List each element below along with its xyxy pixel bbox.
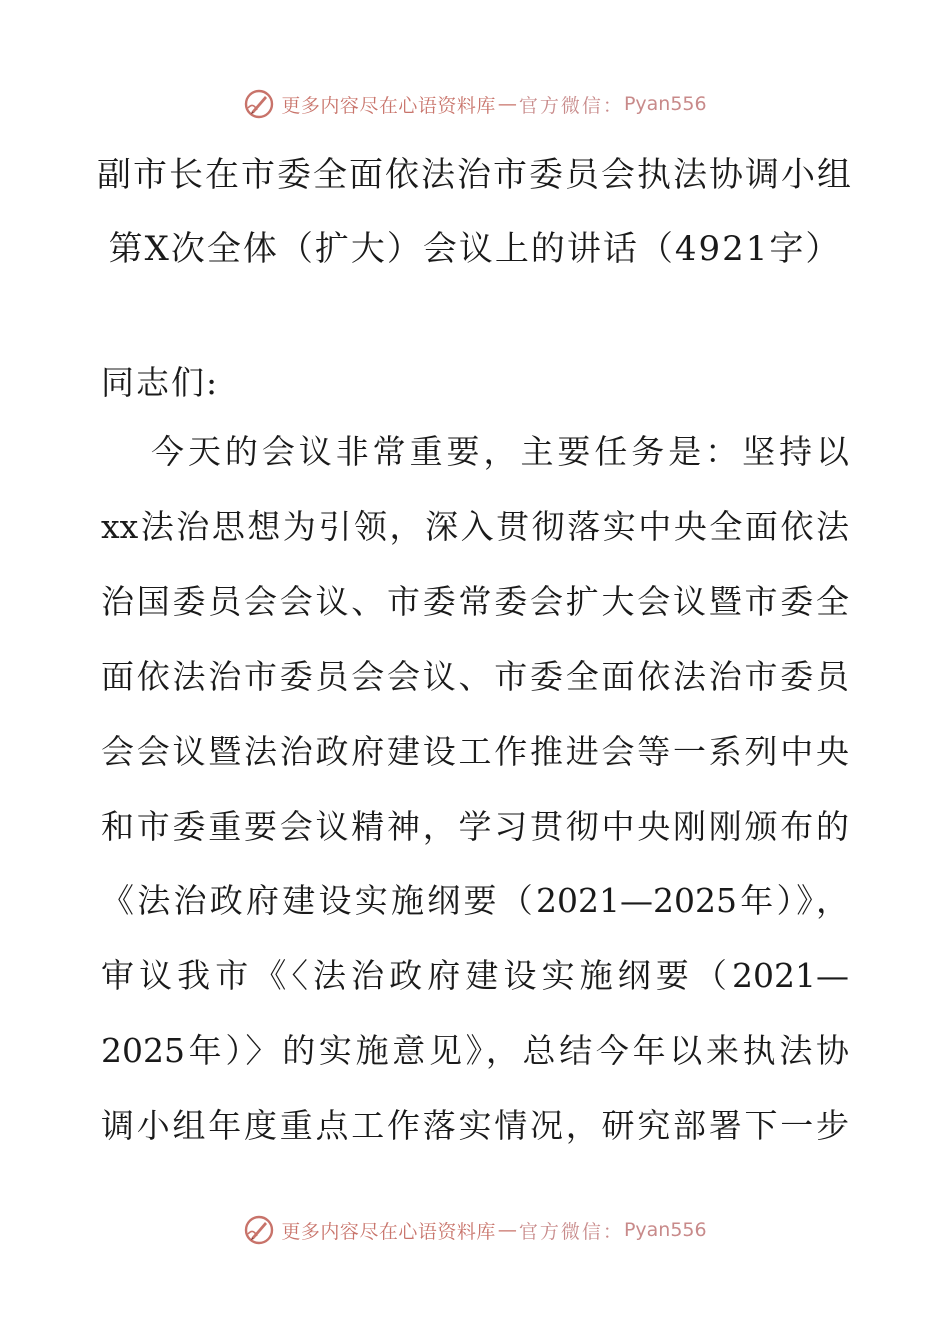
- document-title-line-1: 副市长在市委全面依法治市委员会执法协调小组: [97, 155, 853, 195]
- banner-separator: —: [497, 1219, 517, 1241]
- document-title-line-2: 第X次全体（扩大）会议上的讲话（4921字）: [108, 229, 842, 269]
- header-banner: [0, 84, 950, 124]
- greeting: 同志们:: [101, 363, 220, 402]
- paragraph-line: 今天的会议非常重要，主要任务是：坚持以: [151, 432, 849, 471]
- quill-pen-logo-icon: [243, 88, 275, 120]
- banner-wechat-label: 官方微信：: [518, 94, 624, 117]
- paragraph-line: xx法治思想为引领，深入贯彻落实中央全面依法: [101, 507, 849, 546]
- banner-wechat-id: Pyan556: [623, 1219, 707, 1241]
- banner-text: 更多内容尽在心语资料库: [281, 94, 496, 117]
- banner-wechat-id: Pyan556: [623, 93, 707, 115]
- banner-separator: —: [497, 93, 517, 115]
- banner-text: 更多内容尽在心语资料库: [281, 1220, 496, 1243]
- paragraph-line: 调小组年度重点工作落实情况，研究部署下一步: [101, 1106, 849, 1145]
- footer-banner: [0, 1210, 950, 1250]
- paragraph-line: 面依法治市委员会会议、市委全面依法治市委员: [101, 657, 849, 696]
- paragraph-line: 会会议暨法治政府建设工作推进会等一系列中央: [101, 732, 849, 771]
- quill-pen-logo-icon: [243, 1214, 275, 1246]
- paragraph-line: 2025年）〉的实施意见》，总结今年以来执法协: [101, 1031, 849, 1070]
- banner-wechat-label: 官方微信：: [518, 1220, 624, 1243]
- paragraph-line: 《法治政府建设实施纲要（2021—2025年）》，: [101, 881, 849, 920]
- paragraph-line: 和市委重要会议精神，学习贯彻中央刚刚颁布的: [101, 807, 849, 846]
- paragraph-line: 审议我市《〈法治政府建设实施纲要（2021—: [101, 956, 849, 995]
- paragraph-line: 治国委员会会议、市委常委会扩大会议暨市委全: [101, 582, 849, 621]
